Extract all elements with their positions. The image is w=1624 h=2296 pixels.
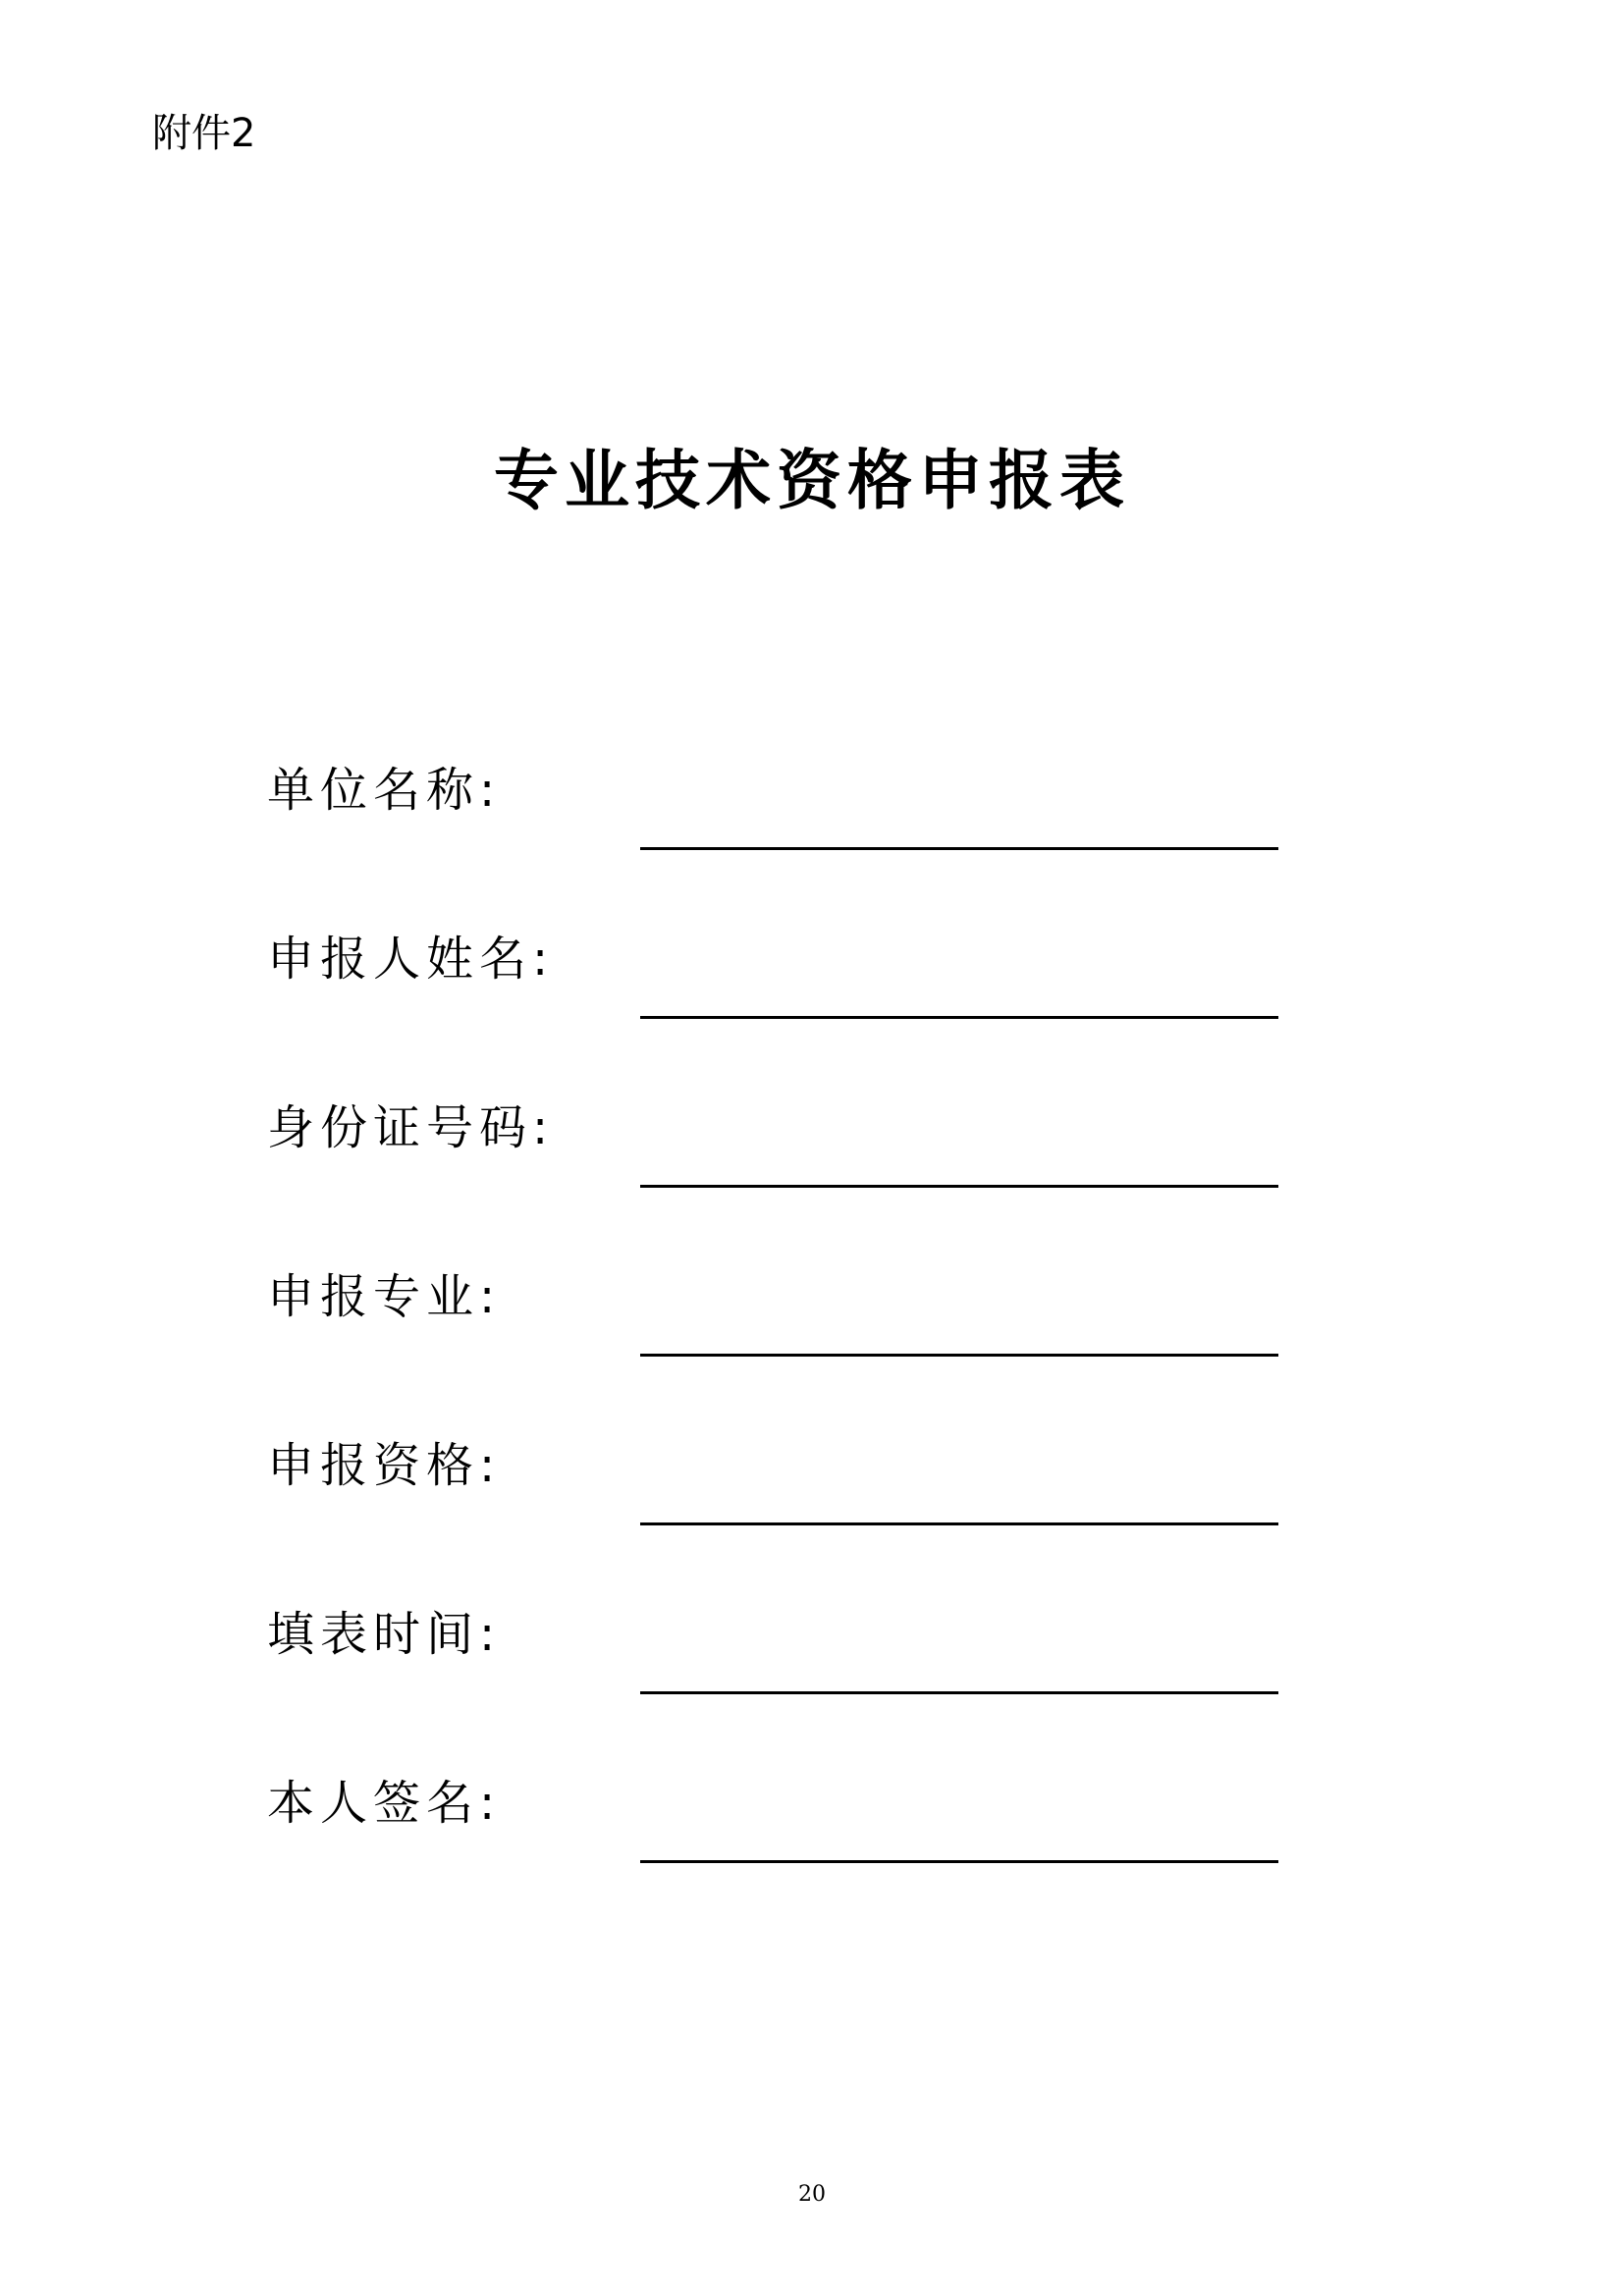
unit-name-label: 单位名称: (267, 763, 502, 818)
major-field[interactable] (640, 1354, 1278, 1357)
signature-label: 本人签名: (267, 1776, 502, 1831)
field-row-applicant-name (267, 930, 1288, 1098)
form-fields (267, 761, 1288, 1943)
qualification-field[interactable] (640, 1522, 1278, 1525)
field-row-major (267, 1267, 1288, 1436)
document-title: 专业技术资格申报表 (494, 443, 1130, 518)
applicant-name-label: 申报人姓名: (267, 932, 555, 987)
page-number: 20 (798, 2182, 826, 2207)
id-number-field[interactable] (640, 1185, 1278, 1188)
major-label: 申报专业: (267, 1269, 502, 1324)
field-row-fill-date (267, 1605, 1288, 1774)
field-row-signature (267, 1774, 1288, 1943)
attachment-label: 附件2 (152, 111, 256, 156)
unit-name-field[interactable] (640, 847, 1278, 850)
fill-date-label: 填表时间: (267, 1607, 502, 1662)
id-number-label: 身份证号码: (267, 1100, 555, 1155)
field-row-qualification (267, 1436, 1288, 1605)
applicant-name-field[interactable] (640, 1016, 1278, 1019)
field-row-id-number (267, 1098, 1288, 1267)
fill-date-field[interactable] (640, 1691, 1278, 1694)
qualification-label: 申报资格: (267, 1438, 502, 1493)
signature-field[interactable] (640, 1860, 1278, 1863)
field-row-unit-name (267, 761, 1288, 930)
